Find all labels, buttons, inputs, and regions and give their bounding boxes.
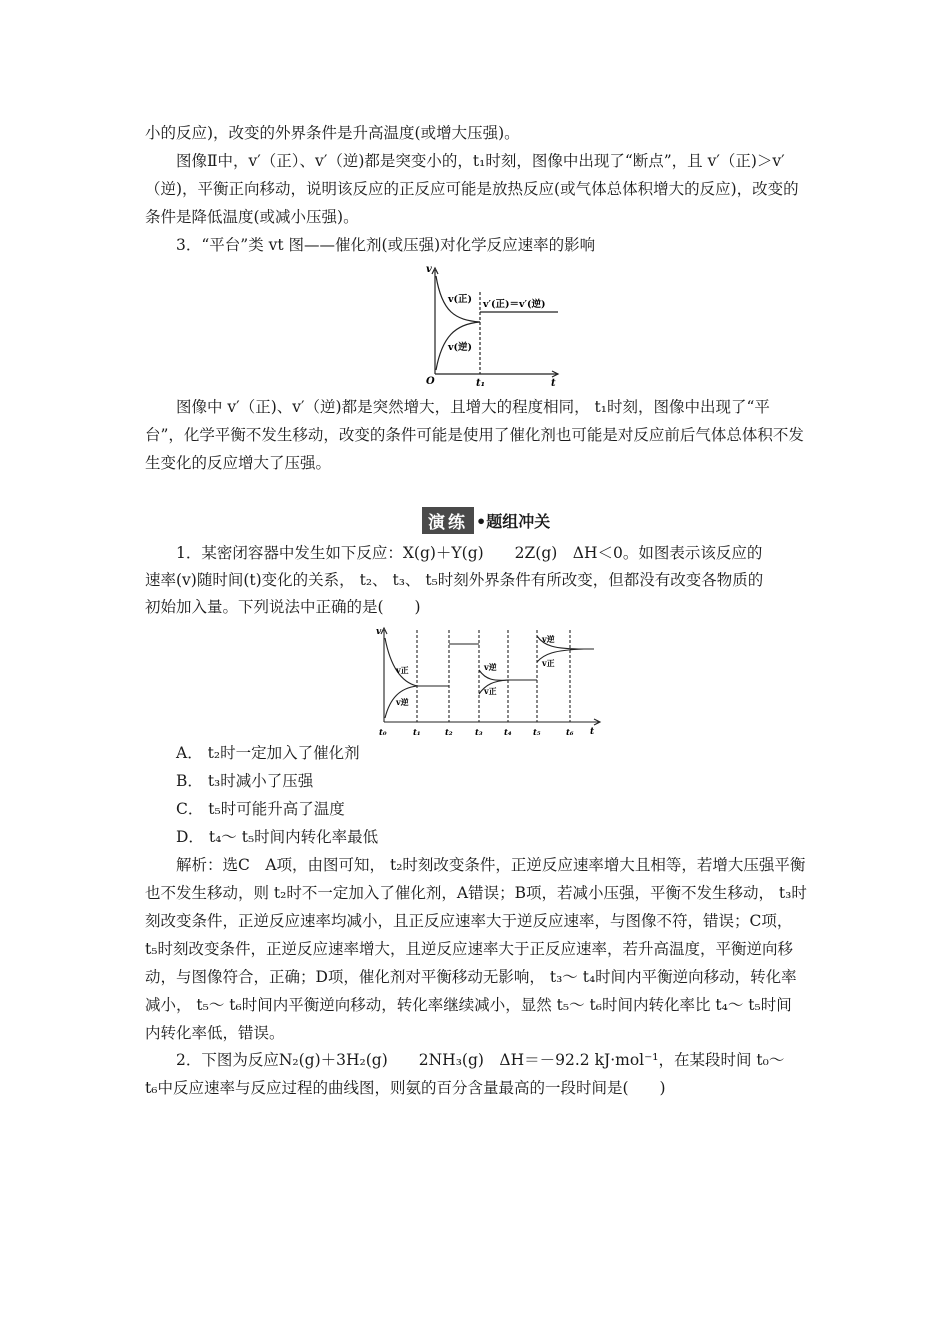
figure-platform-vt-graph — [420, 262, 570, 390]
heading-platform-type: 3．“平台”类 vt 图——催化剂(或压强)对化学反应速率的影响 — [176, 236, 596, 254]
x-axis-label-2: t — [590, 727, 595, 737]
option-c: C． t₅时可能升高了温度 — [176, 800, 345, 818]
section-title: •题组冲关 — [476, 511, 551, 531]
y-axis-label-2: v — [376, 627, 382, 637]
tick-t4: t₄ — [504, 728, 512, 738]
reverse-rate-label: v(逆) — [448, 342, 473, 353]
curve-label-forward-2: v正 — [484, 686, 497, 696]
origin-label: O — [426, 376, 435, 387]
option-b: B． t₃时减小了压强 — [176, 772, 314, 790]
curve-label-forward-1: v正 — [396, 665, 409, 675]
question-1-line-1: 1．某密闭容器中发生如下反应：X(g)＋Y(g) 2Z(g) ΔH＜0。如图表示该反应的 — [176, 544, 763, 562]
plateau-label: v′(正)＝v′(逆) — [483, 299, 546, 310]
section-header — [422, 507, 550, 533]
question-2-line-1: 2．下图为反应N₂(g)＋3H₂(g) 2NH₃(g) ΔH＝－92.2 kJ·mol⁻¹，在某段时间 t₀～ — [176, 1051, 785, 1069]
tick-t0: t₀ — [379, 728, 387, 738]
tick-t1: t₁ — [413, 728, 421, 738]
x-axis-label: t — [551, 378, 556, 389]
tick-t3: t₃ — [475, 728, 483, 738]
paragraph-image-analysis: 图像中 v′（正)、v′（逆)都是突然增大，且增大的程度相同， t₁时刻，图像中出现了“平台”，化学平衡不发生移动，改变的条件可能是使用了催化剂也可能是对反应前后气体总体积不发生变化的反应增大了压强。 — [145, 398, 804, 472]
curve-label-reverse-2: v逆 — [484, 662, 497, 672]
curve-label-forward-3: v正 — [542, 658, 555, 668]
tick-t5: t₅ — [533, 728, 541, 738]
figure-q1-rate-time-graph — [374, 624, 606, 740]
curve-label-reverse-3: v逆 — [542, 634, 555, 644]
tick-t6: t₆ — [566, 728, 574, 738]
t1-tick-label: t₁ — [476, 378, 485, 389]
analysis-paragraph: 解析：选C A项，由图可知， t₂时刻改变条件，正逆反应速率增大且相等，若增大压强平衡也不发生移动，则 t₂时不一定加入了催化剂，A错误；B项，若减小压强，平衡不发生移动， t₃时刻改变条件，正逆反应速率均减小，且正反应速率大于逆反应速率，与图像不符，错误；C项， t₅时刻改变条件，正逆反应速率增大，且逆反应速率大于正反应速率，若升高温度，平衡逆向移动，与图像符合，正确；D项，催化剂对平衡移动无影响， t₃～ t₄时间内平衡逆向移动，转化率减小， t₅～ t₆时间内平衡逆向移动，转化率继续减小，显然 t₅～ t₆时间内转化率比 t₄～ t₅时间内转化率低，错误。 — [145, 856, 807, 1042]
section-badge: 演练 — [422, 507, 474, 534]
question-1-line-3: 初始加入量。下列说法中正确的是( ) — [145, 598, 421, 616]
curve-label-reverse-1: v逆 — [396, 697, 409, 707]
question-2-line-2: t₆中反应速率与反应过程的曲线图，则氨的百分含量最高的一段时间是( ) — [145, 1079, 666, 1097]
y-axis-label: v — [426, 264, 432, 275]
paragraph-continuation: 小的反应)，改变的外界条件是升高温度(或增大压强)。 — [145, 124, 520, 142]
paragraph-image-ii: 图像Ⅱ中，v′（正）、v′（逆)都是突变小的，t₁时刻，图像中出现了“断点”，且 v′（正)＞v′（逆)，平衡正向移动，说明该反应的正反应可能是放热反应(或气体总体积增大的反应)，改变的条件是降低温度(或减小压强)。 — [145, 152, 799, 226]
question-1-line-2: 速率(v)随时间(t)变化的关系， t₂、 t₃、 t₅时刻外界条件有所改变，但都没有改变各物质的 — [145, 571, 764, 589]
forward-rate-label: v(正) — [448, 294, 473, 305]
tick-t2: t₂ — [445, 728, 453, 738]
option-a: A． t₂时一定加入了催化剂 — [176, 744, 360, 762]
option-d: D． t₄～ t₅时间内转化率最低 — [176, 828, 379, 846]
